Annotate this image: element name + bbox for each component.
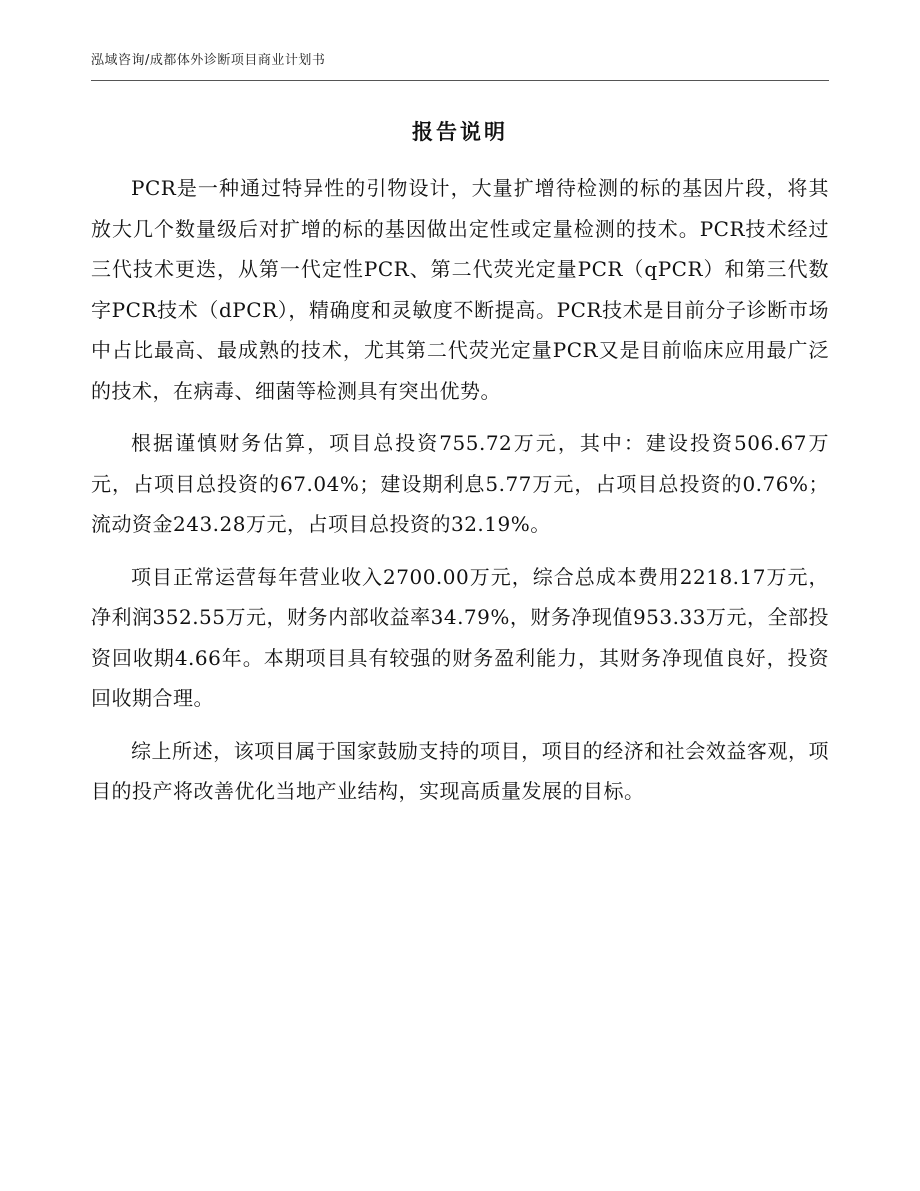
page-title: 报告说明 [412, 119, 508, 144]
body-text [91, 168, 829, 812]
paragraph-conclusion: 综上所述，该项目属于国家鼓励支持的项目，项目的经济和社会效益客观，项目的投产将改善优化当地产业结构，实现高质量发展的目标。 [91, 738, 829, 803]
paragraph-investment: 根据谨慎财务估算，项目总投资755.72万元，其中：建设投资506.67万元，占项目总投资的67.04%；建设期利息5.77万元，占项目总投资的0.76%；流动资金243.28万元，占项目总投资的32.19%。 [91, 431, 829, 536]
paragraph-financials: 项目正常运营每年营业收入2700.00万元，综合总成本费用2218.17万元，净利润352.55万元，财务内部收益率34.79%，财务净现值953.33万元，全部投资回收期4.66年。本期项目具有较强的财务盈利能力，其财务净现值良好，投资回收期合理。 [91, 564, 829, 710]
header-divider [91, 80, 829, 81]
paragraph-pcr-intro: PCR是一种通过特异性的引物设计，大量扩增待检测的标的基因片段，将其放大几个数量级后对扩增的标的基因做出定性或定量检测的技术。PCR技术经过三代技术更迭，从第一代定性PCR、第二代荧光定量PCR（qPCR）和第三代数字PCR技术（dPCR），精确度和灵敏度不断提高。PCR技术是目前分子诊断市场中占比最高、最成熟的技术，尤其第二代荧光定量PCR又是目前临床应用最广泛的技术，在病毒、细菌等检测具有突出优势。 [91, 176, 829, 403]
running-header: 泓域咨询/成都体外诊断项目商业计划书 [91, 53, 326, 68]
